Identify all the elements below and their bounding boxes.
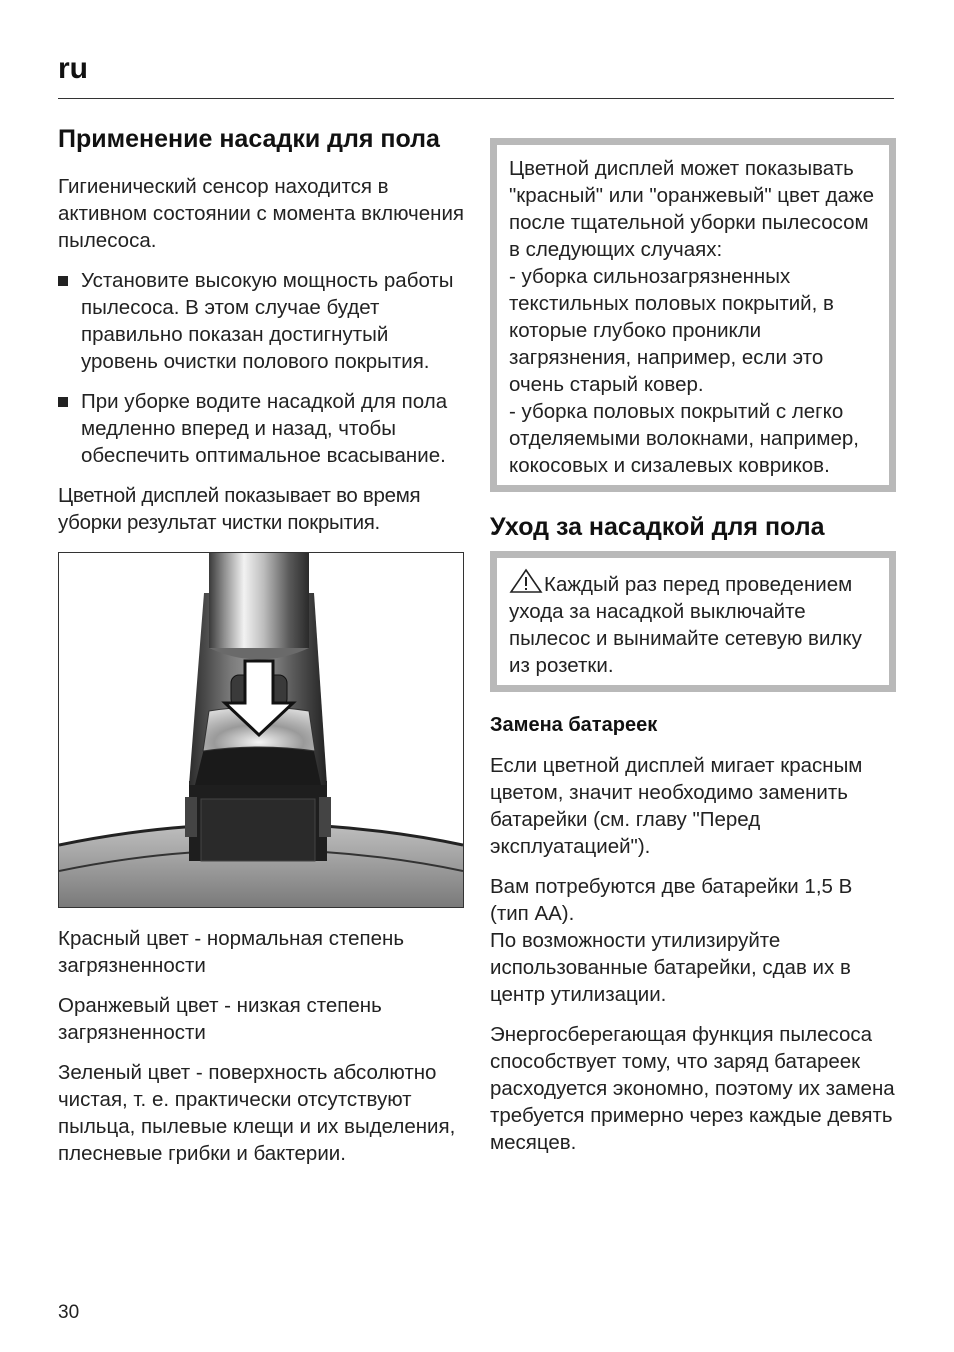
battery-paragraph-4: Энергосберегающая функция пылесоса способствует тому, что заряд батареек расходуется экономно, поэтому их замена требуется примерно через каждые девять месяцев. bbox=[490, 1023, 895, 1154]
orange-color-meaning: Оранжевый цвет - низкая степень загрязненности bbox=[58, 994, 382, 1044]
intro-paragraph: Гигиенический сенсор находится в активном состоянии с момента включения пылесоса. bbox=[58, 175, 464, 252]
note-line: Цветной дисплей может показывать "красный" или "оранжевый" цвет даже после тщательной уборки пылесосом в следующих случаях: bbox=[509, 157, 874, 261]
warning-box bbox=[490, 551, 896, 692]
warning-text: Каждый раз перед проведением ухода за насадкой выключайте пылесос и вынимайте сетевую вилку из розетки. bbox=[509, 573, 862, 677]
note-line: - уборка сильнозагрязненных текстильных половых покрытий, в которые глубоко проникли загрязнения, например, если это очень старый ковер. bbox=[509, 265, 834, 396]
page-number: 30 bbox=[58, 1302, 80, 1323]
right-column bbox=[490, 138, 896, 1156]
header-rule bbox=[58, 98, 894, 99]
warning-triangle-icon bbox=[509, 568, 543, 594]
language-code: ru bbox=[58, 52, 88, 85]
bullet-square-icon bbox=[58, 397, 68, 407]
green-color-meaning: Зеленый цвет - поверхность абсолютно чистая, т. е. практически отсутствуют пыльца, пылевые клещи и их выделения, плесневые грибки и бактерии. bbox=[58, 1061, 456, 1165]
bullet-square-icon bbox=[58, 276, 68, 286]
bullet-item: Установите высокую мощность работы пылесоса. В этом случае будет правильно показан достигнутый уровень очистки полового покрытия. bbox=[58, 267, 468, 375]
battery-paragraph-1: Если цветной дисплей мигает красным цветом, значит необходимо заменить батарейки (см. главу "Перед эксплуатацией"). bbox=[490, 754, 863, 858]
left-column bbox=[58, 124, 468, 1167]
section-title-floor-nozzle: Применение насадки для пола bbox=[58, 125, 440, 153]
battery-paragraph-3: По возможности утилизируйте использованные батарейки, сдав их в центр утилизации. bbox=[490, 929, 851, 1006]
subsection-title-battery: Замена батареек bbox=[490, 714, 658, 736]
nozzle-illustration bbox=[58, 552, 464, 908]
note-line: - уборка половых покрытий с легко отделяемыми волокнами, например, кокосовых и сизалевых ковриков. bbox=[509, 400, 859, 477]
battery-paragraph-2: Вам потребуются две батарейки 1,5 В (тип AA). bbox=[490, 875, 853, 925]
display-paragraph: Цветной дисплей показывает во время уборки результат чистки покрытия. bbox=[58, 484, 421, 534]
red-color-meaning: Красный цвет - нормальная степень загрязненности bbox=[58, 927, 405, 977]
section-title-care: Уход за насадкой для пола bbox=[490, 513, 825, 541]
vacuum-nozzle-image bbox=[59, 553, 463, 907]
note-box bbox=[490, 138, 896, 492]
bullet-item: При уборке водите насадкой для пола медленно вперед и назад, чтобы обеспечить оптимальное всасывание. bbox=[58, 388, 468, 469]
